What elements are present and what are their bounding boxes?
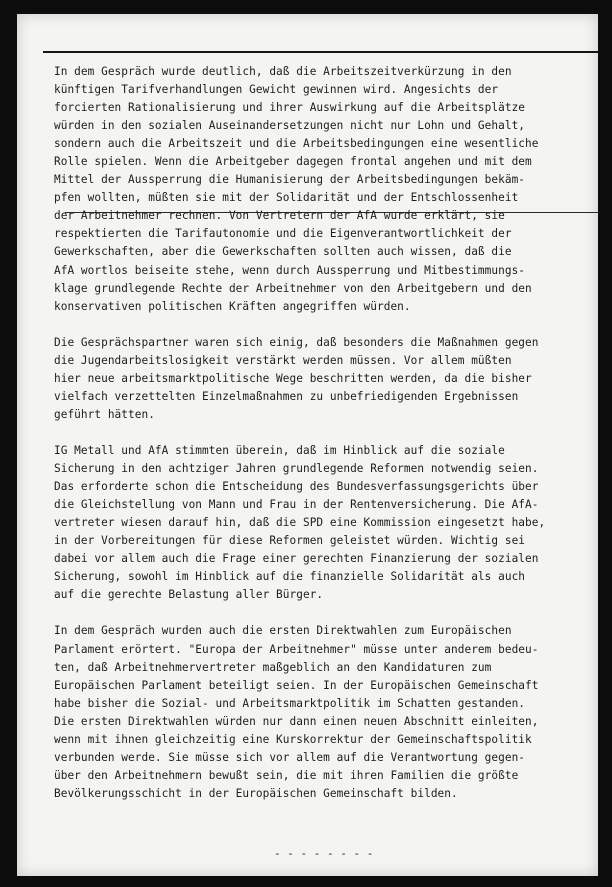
text-line: sondern auch die Arbeitszeit und die Arbeitsbedingungen eine wesentliche	[54, 137, 539, 151]
text-line: Das erforderte schon die Entscheidung des Bundesverfassungsgerichts über	[54, 480, 539, 494]
text-line: hier neue arbeitsmarktpolitische Wege beschritten werden, da die bisher	[54, 371, 532, 385]
text-line: AfA wortlos beiseite stehe, wenn durch Aussperrung und Mitbestimmungs-	[54, 263, 526, 277]
text-line: Europäischen Parlament beteiligt seien. In der Europäischen Gemeinschaft	[54, 678, 539, 692]
text-line: Parlament erörtert. "Europa der Arbeitnehmer" müsse unter anderem bedeu-	[54, 642, 539, 656]
text-line: geführt hätten.	[54, 407, 155, 421]
text-line: die Jugendarbeitslosigkeit verstärkt werden müssen. Vor allem müßten	[54, 353, 512, 367]
text-line: Sicherung in den achtziger Jahren grundlegende Reformen notwendig seien.	[54, 462, 539, 476]
text-line: wenn mit ihnen gleichzeitig eine Kurskorrektur der Gemeinschaftspolitik	[54, 732, 532, 746]
text-line: auf die gerechte Belastung aller Bürger.	[54, 588, 324, 602]
text-line: die Gleichstellung von Mann und Frau in der Rentenversicherung. Die AfA-	[54, 498, 539, 512]
top-rule	[43, 51, 598, 53]
text-line: Die ersten Direktwahlen würden nur dann einen neuen Abschnitt einleiten,	[54, 714, 539, 728]
text-line: der Arbeitnehmer rechnen. Von Vertretern der AfA wurde erklärt, sie	[54, 209, 505, 223]
text-line: ten, daß Arbeitnehmervertreter maßgeblich an den Kandidaturen zum	[54, 660, 492, 674]
text-line: klage grundlegende Rechte der Arbeitnehmer von den Arbeitgebern und den	[54, 281, 532, 295]
text-line: respektierten die Tarifautonomie und die Eigenverantwortlichkeit der	[54, 227, 512, 241]
text-line: pfen wollten, müßten sie mit der Solidarität und der Entschlossenheit	[54, 191, 519, 205]
text-line: IG Metall und AfA stimmten überein, daß im Hinblick auf die soziale	[54, 443, 505, 457]
text-line: vielfach verzettelten Einzelmaßnahmen zu unbefriedigenden Ergebnissen	[54, 389, 519, 403]
paragraph-gap	[54, 424, 594, 442]
text-line: künftigen Tarifverhandlungen Gewicht gewinnen wird. Angesichts der	[54, 83, 499, 97]
text-line: In dem Gespräch wurden auch die ersten Direktwahlen zum Europäischen	[54, 624, 512, 638]
paragraph-gap	[54, 604, 594, 622]
text-line: In dem Gespräch wurde deutlich, daß die Arbeitszeitverkürzung in den	[54, 65, 512, 78]
text-line: forcierten Rationalisierung und ihrer Auswirkung auf die Arbeitsplätze	[54, 101, 526, 115]
text-line: habe bisher die Sozial- und Arbeitsmarktpolitik im Schatten gestanden.	[54, 696, 526, 710]
end-mark: - - - - - - - -	[274, 847, 374, 860]
text-line: Bevölkerungsschicht in der Europäischen Gemeinschaft bilden.	[54, 786, 458, 800]
paragraph-gap	[54, 316, 594, 334]
document-body	[54, 63, 594, 803]
text-line: dabei vor allem auch die Frage einer gerechten Finanzierung der sozialen	[54, 552, 539, 566]
text-line: Mittel der Aussperrung die Humanisierung der Arbeitsbedingungen bekäm-	[54, 173, 526, 187]
text-line: über den Arbeitnehmern bewußt sein, die mit ihren Familien die größte	[54, 768, 519, 782]
text-line: Die Gesprächspartner waren sich einig, daß besonders die Maßnahmen gegen	[54, 335, 539, 349]
text-line: vertreter wiesen darauf hin, daß die SPD eine Kommission eingesetzt habe,	[54, 516, 546, 530]
text-line: Rolle spielen. Wenn die Arbeitgeber dagegen frontal angehen und mit dem	[54, 155, 532, 169]
text-line: würden in den sozialen Auseinandersetzungen nicht nur Lohn und Gehalt,	[54, 119, 526, 133]
document-page	[17, 14, 598, 876]
text-line: verbunden werde. Sie müsse sich vor allem auf die Verantwortung gegen-	[54, 750, 526, 764]
text-line: konservativen politischen Kräften angegriffen würden.	[54, 299, 411, 313]
text-line: in der Vorbereitungen für diese Reformen geleistet würden. Wichtig sei	[54, 534, 526, 548]
text-line: Sicherung, sowohl im Hinblick auf die finanzielle Solidarität als auch	[54, 570, 526, 584]
text-line: Gewerkschaften, aber die Gewerkschaften sollten auch wissen, daß die	[54, 245, 512, 259]
